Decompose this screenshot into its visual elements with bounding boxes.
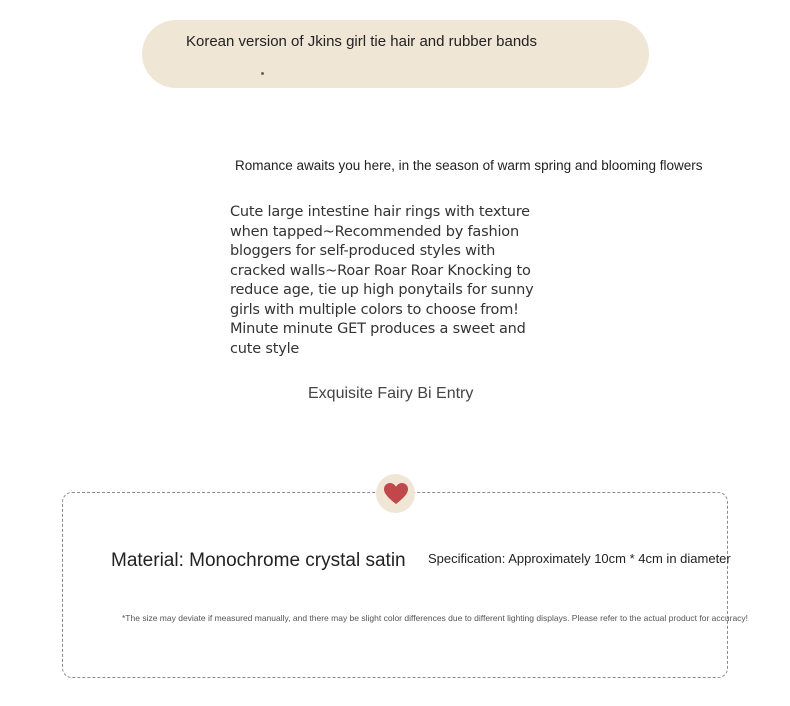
heart-badge [376, 474, 415, 513]
heart-icon [383, 482, 409, 506]
tagline: Romance awaits you here, in the season of warm spring and blooming flowers [235, 158, 703, 173]
title-banner [142, 20, 649, 88]
section-heading: Exquisite Fairy Bi Entry [308, 385, 474, 402]
spec-card [62, 492, 728, 678]
product-description: Cute large intestine hair rings with texture when tapped~Recommended by fashion bloggers for self-produced styles with cracked walls~Roar Roar Roar Knocking to reduce age, tie up high ponytails for sunny girls with multiple colors to choose from! Minute minute GET produces a sweet and cute style [230, 204, 534, 357]
decorative-dot [261, 72, 264, 75]
specification-label: Specification: Approximately 10cm * 4cm in diameter [428, 551, 731, 566]
disclaimer-note: *The size may deviate if measured manually, and there may be slight color differences due to different lighting displays. Please refer to the actual product for accuracy! [122, 613, 749, 623]
material-label: Material: Monochrome crystal satin [111, 550, 406, 571]
banner-title: Korean version of Jkins girl tie hair and rubber bands [186, 33, 538, 50]
